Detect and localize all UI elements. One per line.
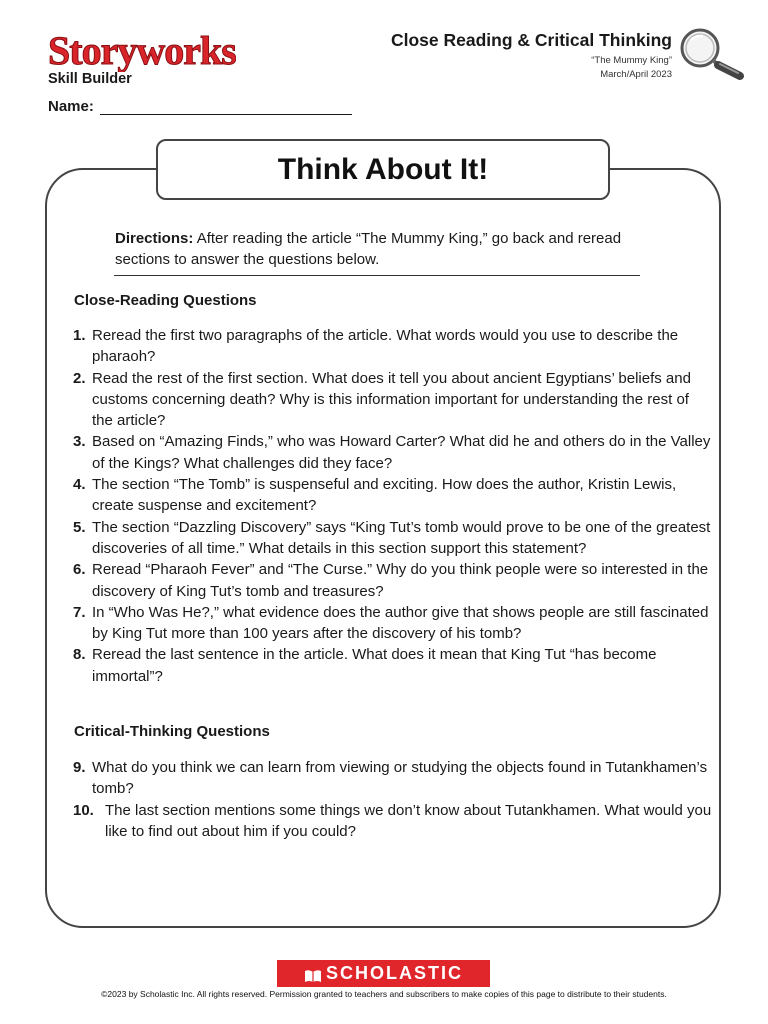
brand-text: SCHOLASTIC [326,963,463,983]
directions-text: After reading the article “The Mummy King,” go back and reread sections to answer the questions below. [115,230,622,268]
question-text: Read the rest of the first section. What does it tell you about ancient Egyptians’ beliefs and customs concerning death? Why is this information important for understanding the rest of the article? [92,369,691,430]
close-reading-list [73,325,713,687]
question-number: 2. [73,369,86,387]
question-item [73,325,713,368]
question-item [73,517,713,560]
question-number: 6. [73,561,86,579]
page-title: Think About It! [277,152,489,186]
question-number: 8. [73,646,86,664]
directions [115,228,645,270]
article-title: “The Mummy King” [591,55,672,66]
question-text: The section “Dazzling Discovery” says “King Tut’s tomb would prove to be one of the greatest discoveries of all time.” What details in this section support this statement? [92,518,711,557]
question-number: 3. [73,433,86,451]
question-text: The last section mentions some things we don’t know about Tutankhamen. What would you like to find out about him if you could? [105,801,712,840]
close-reading-heading: Close-Reading Questions [74,292,257,309]
question-item [73,431,713,474]
issue-date: March/April 2023 [600,69,672,80]
scholastic-logo [277,960,490,987]
question-item [73,474,713,517]
question-item [73,644,713,687]
question-number: 5. [73,518,86,536]
question-item [73,368,713,432]
question-text: Reread the last sentence in the article. What does it mean that King Tut “has become immortal”? [92,646,657,685]
question-text: Based on “Amazing Finds,” who was Howard Carter? What did he and others do in the Valley of the Kings? What challenges did they face? [92,433,711,472]
question-item [73,800,713,843]
name-label: Name: [48,98,94,115]
question-text: What do you think we can learn from viewing or studying the objects found in Tutankhamen’s tomb? [92,759,708,798]
critical-thinking-list [73,757,713,842]
directions-label: Directions: [115,230,194,247]
question-text: Reread “Pharaoh Fever” and “The Curse.” Why do you think people were so interested in the discovery of King Tut’s tomb and treasures? [92,561,709,600]
question-number: 10. [73,801,94,819]
question-number: 7. [73,603,86,621]
storyworks-logo [46,26,236,72]
question-number: 4. [73,476,86,494]
copyright-notice: ©2023 by Scholastic Inc. All rights reserved. Permission granted to teachers and subscribers to make copies of this page to distribute to their students. [101,989,667,999]
logo-wordmark: Storyworks [48,28,236,72]
question-text: The section “The Tomb” is suspenseful and exciting. How does the author, Kristin Lewis, create suspense and excitement? [92,476,677,515]
question-text: In “Who Was He?,” what evidence does the author give that shows people are still fascinated by King Tut more than 100 years after the discovery of his tomb? [92,603,709,643]
question-item [73,757,713,800]
worksheet-title: Close Reading & Critical Thinking [390,30,672,50]
critical-thinking-heading: Critical-Thinking Questions [74,723,270,740]
divider [114,275,640,276]
magnifying-glass-icon [678,26,748,82]
question-text: Reread the first two paragraphs of the article. What words would you use to describe the pharaoh? [92,327,679,366]
open-book-icon [304,967,322,981]
question-number: 1. [73,327,86,344]
question-item [73,602,713,645]
question-number: 9. [73,759,86,776]
title-box [156,139,610,200]
name-line [100,114,352,115]
question-item [73,559,713,602]
skill-builder-label: Skill Builder [48,71,132,87]
